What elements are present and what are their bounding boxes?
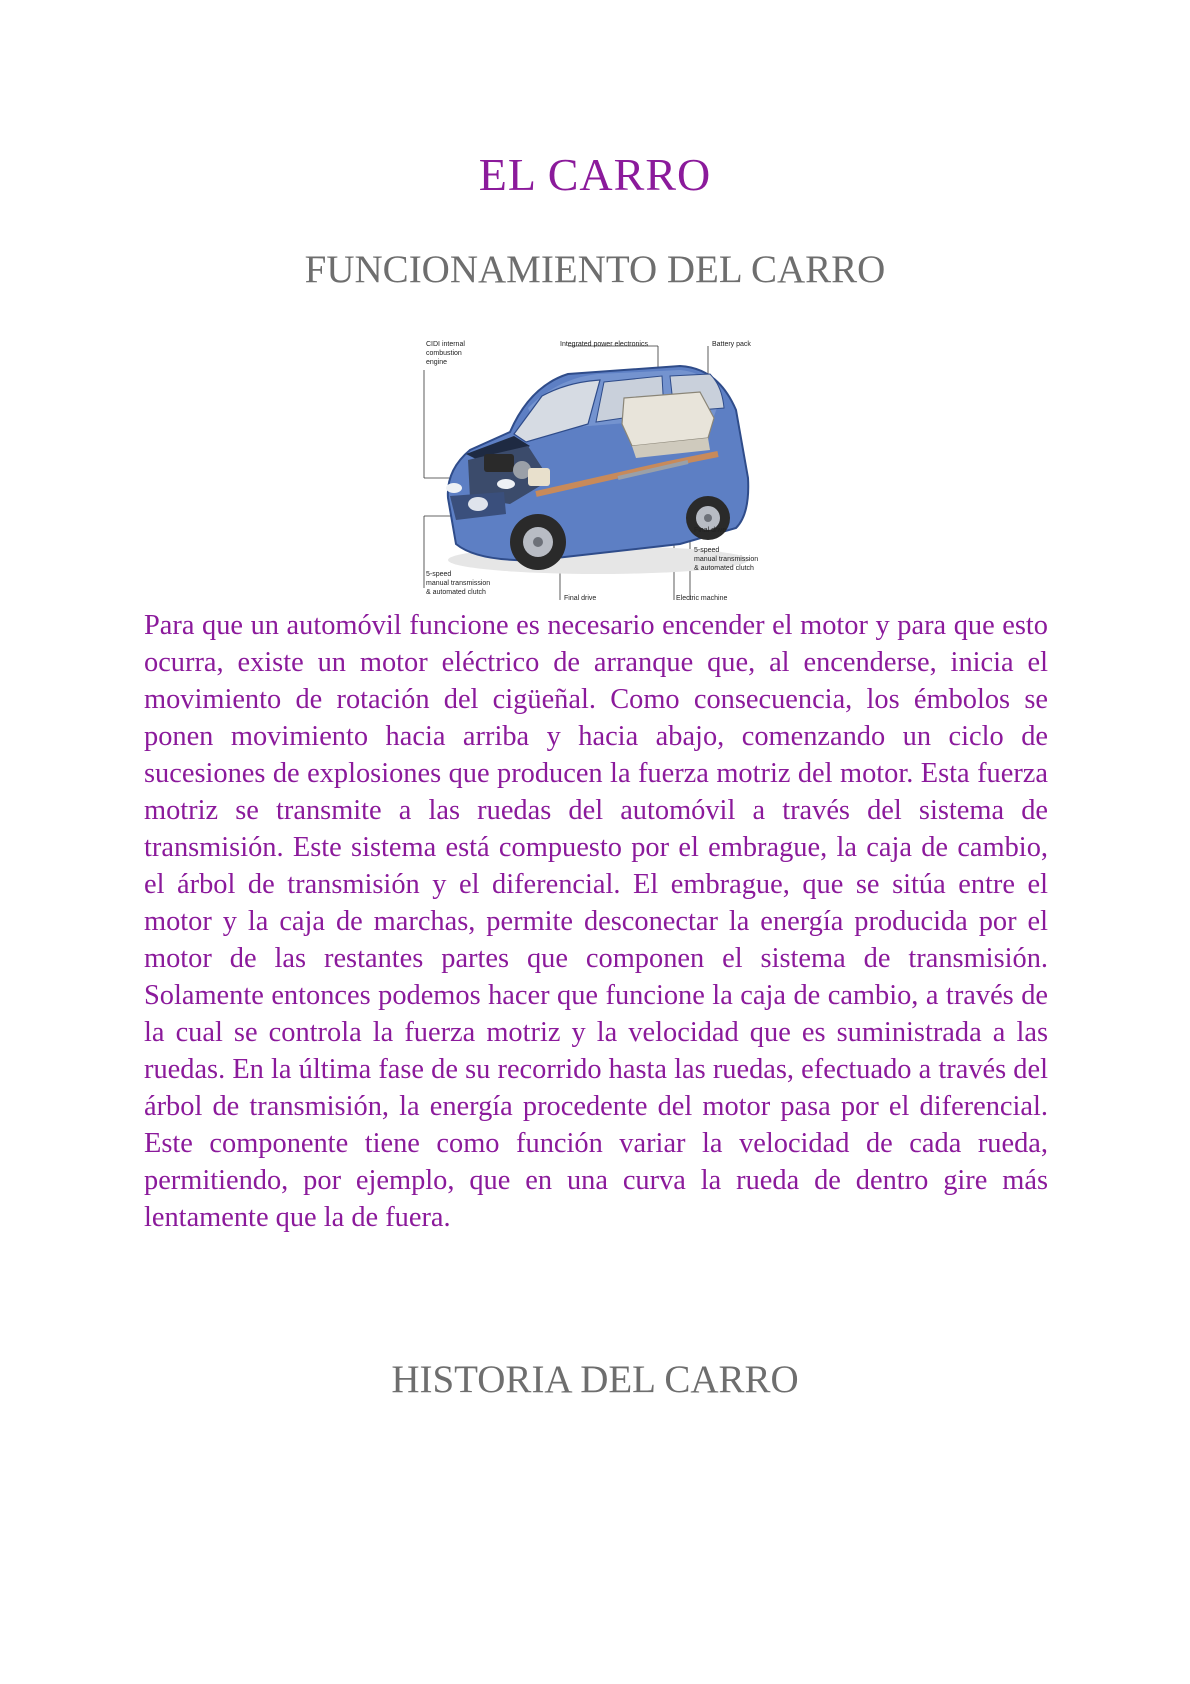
label-final-drive-bottom: Final drive xyxy=(564,595,597,602)
label-transmission-left-2: manual transmission xyxy=(426,580,491,587)
paragraph-1: Para que un automóvil funcione es necesario encender el motor y para que esto ocurra, existe un motor eléctrico de arranque que, al encenderse, inicia el movimiento de rotación del cigüeñal. Como consecuencia, los émbolos se ponen movimiento hacia arriba y hacia abajo, comenzando un ciclo de sucesiones de explosiones que producen la fuerza motriz del motor. xyxy=(144,610,1048,789)
label-electric-machine: Electric machine xyxy=(676,595,728,602)
paragraph-3: El embrague, que se sitúa entre el motor y la caja de marchas, permite desconectar la energía producida por el motor de las restantes partes que componen el sistema de transmisión. Solamente entonces podemos hacer que funcione la caja de cambio, a través de la cual se controla la fuerza motriz y la velocidad que es suministrada a las ruedas. En la última fase de su recorrido hasta las ruedas, efectuado a través del árbol de transmisión, la energía procedente del motor pasa por el diferencial. Este componente tiene como función variar la velocidad de cada rueda, permitiendo, por ejemplo, que en una curva la rueda de dentro gire más lentamente que la de fuera. xyxy=(144,869,1048,1233)
label-engine-1: CIDI internal xyxy=(426,341,465,348)
label-power-electronics: Integrated power electronics xyxy=(560,341,648,348)
label-engine-2: combustion xyxy=(426,350,462,357)
label-transmission-left-1: 5-speed xyxy=(426,571,452,578)
label-engine-3: engine xyxy=(426,359,448,366)
label-transmission-right-3: & automated clutch xyxy=(694,565,754,572)
label-transmission-left-3: & automated clutch xyxy=(426,589,486,596)
label-transmission-right-1: 5-speed xyxy=(694,547,720,554)
paragraph-2: Esta fuerza motriz se transmite a las ruedas del automóvil a través del sistema de transmisión. Este sistema está compuesto por el embrague, la caja de cambio, el árbol de transmisión y el diferencial. xyxy=(144,758,1048,900)
label-battery-pack: Battery pack xyxy=(712,341,751,348)
section-heading-funcionamiento: FUNCIONAMIENTO DEL CARRO xyxy=(304,248,886,291)
car-diagram-image xyxy=(418,338,774,606)
label-transmission-right-2: manual transmission xyxy=(694,556,759,563)
body-paragraph xyxy=(144,607,1048,1236)
section-heading-historia: HISTORIA DEL CARRO xyxy=(391,1358,799,1401)
label-final-drive-right: Final drive xyxy=(694,527,727,534)
document-title: EL CARRO xyxy=(478,149,712,200)
